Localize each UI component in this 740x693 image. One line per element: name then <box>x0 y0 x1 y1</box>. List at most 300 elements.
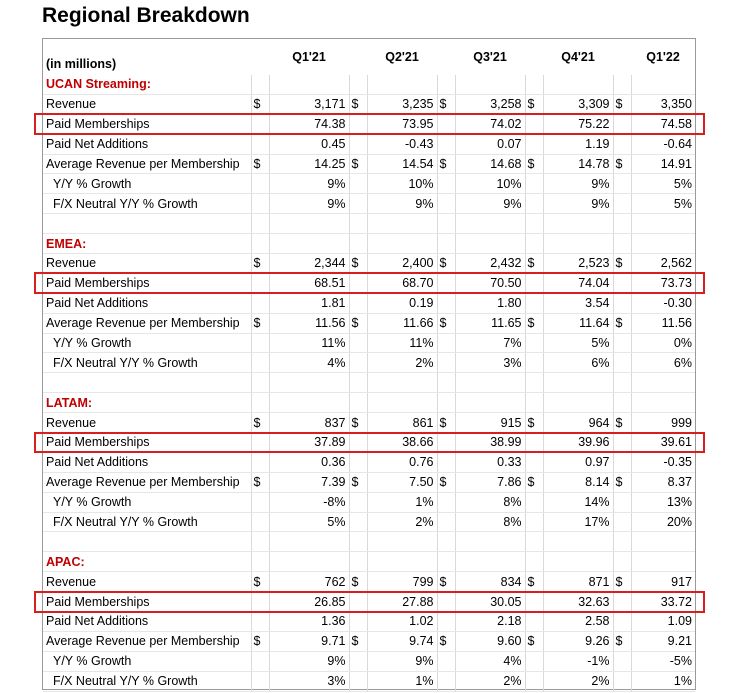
table-cell: 4% <box>269 353 349 373</box>
table-cell: 70.50 <box>455 273 525 293</box>
dollar-sign <box>349 612 367 632</box>
dollar-sign <box>251 492 269 512</box>
table-cell: 3,235 <box>367 94 437 114</box>
dollar-sign <box>613 194 631 214</box>
quarter-header: Q4'21 <box>561 50 595 64</box>
dollar-sign <box>613 492 631 512</box>
dollar-sign: $ <box>525 313 543 333</box>
table-cell: 8.37 <box>631 472 695 492</box>
table-cell: 1.09 <box>631 612 695 632</box>
table-cell: 37.89 <box>269 433 349 453</box>
section-header-row <box>43 75 695 94</box>
dollar-sign: $ <box>613 254 631 274</box>
table-cell: 0.36 <box>269 452 349 472</box>
table-cell: 17% <box>543 512 613 532</box>
dollar-sign <box>251 512 269 532</box>
dollar-sign <box>613 353 631 373</box>
table-cell: 38.66 <box>367 433 437 453</box>
row-label: Average Revenue per Membership <box>43 631 251 651</box>
table-cell: 0.45 <box>269 134 349 154</box>
dollar-sign: $ <box>525 94 543 114</box>
table-cell: 7.50 <box>367 472 437 492</box>
table-row <box>43 134 695 154</box>
table-row <box>43 592 695 612</box>
dollar-sign <box>437 512 455 532</box>
table-cell: 11.64 <box>543 313 613 333</box>
table-cell: 14.25 <box>269 154 349 174</box>
dollar-sign: $ <box>525 254 543 274</box>
spacer-row <box>43 214 695 234</box>
table-cell: 1.02 <box>367 612 437 632</box>
dollar-sign <box>349 273 367 293</box>
row-label: F/X Neutral Y/Y % Growth <box>43 353 251 373</box>
row-label: Y/Y % Growth <box>43 174 251 194</box>
dollar-sign <box>437 114 455 134</box>
row-label: Paid Net Additions <box>43 134 251 154</box>
table-cell: 14.54 <box>367 154 437 174</box>
table-cell: 11.66 <box>367 313 437 333</box>
dollar-sign <box>525 114 543 134</box>
table-row <box>43 671 695 691</box>
table-cell: 837 <box>269 413 349 433</box>
table-cell: 9% <box>269 174 349 194</box>
table-cell: 861 <box>367 413 437 433</box>
dollar-sign: $ <box>437 472 455 492</box>
table-cell: 39.96 <box>543 433 613 453</box>
table-cell: -0.35 <box>631 452 695 472</box>
dollar-sign <box>613 433 631 453</box>
dollar-sign <box>437 452 455 472</box>
dollar-sign: $ <box>349 572 367 592</box>
table-row <box>43 631 695 651</box>
dollar-sign <box>613 512 631 532</box>
dollar-sign: $ <box>613 631 631 651</box>
dollar-sign <box>437 333 455 353</box>
table-row <box>43 492 695 512</box>
row-label: F/X Neutral Y/Y % Growth <box>43 512 251 532</box>
table-cell: -5% <box>631 651 695 671</box>
table-cell: 3.54 <box>543 293 613 313</box>
table-cell: 5% <box>269 512 349 532</box>
dollar-sign <box>349 333 367 353</box>
dollar-sign: $ <box>437 631 455 651</box>
dollar-sign <box>437 671 455 691</box>
dollar-sign <box>525 194 543 214</box>
table-cell: 4% <box>455 651 525 671</box>
dollar-sign <box>525 273 543 293</box>
row-label: Paid Net Additions <box>43 452 251 472</box>
dollar-sign <box>251 174 269 194</box>
row-label: Average Revenue per Membership <box>43 313 251 333</box>
dollar-sign <box>613 273 631 293</box>
table-cell: 964 <box>543 413 613 433</box>
table-cell: 3% <box>269 671 349 691</box>
dollar-sign: $ <box>525 572 543 592</box>
dollar-sign: $ <box>437 413 455 433</box>
table-row <box>43 273 695 293</box>
dollar-sign <box>349 671 367 691</box>
dollar-sign <box>251 293 269 313</box>
dollar-sign <box>613 612 631 632</box>
dollar-sign <box>613 671 631 691</box>
dollar-sign <box>349 134 367 154</box>
dollar-sign: $ <box>349 154 367 174</box>
section-header-row <box>43 552 695 572</box>
dollar-sign: $ <box>251 94 269 114</box>
quarter-header: Q1'21 <box>292 50 326 64</box>
table-cell: 0.33 <box>455 452 525 472</box>
table-row <box>43 154 695 174</box>
table-cell: 9% <box>269 194 349 214</box>
table-cell: 2,400 <box>367 254 437 274</box>
table-cell: 8% <box>455 512 525 532</box>
table-cell: 2.18 <box>455 612 525 632</box>
table-cell: 27.88 <box>367 592 437 612</box>
dollar-sign <box>525 612 543 632</box>
table-cell: -8% <box>269 492 349 512</box>
dollar-sign <box>251 433 269 453</box>
dollar-sign <box>525 512 543 532</box>
table-cell: 915 <box>455 413 525 433</box>
dollar-sign <box>251 134 269 154</box>
table-cell: 26.85 <box>269 592 349 612</box>
dollar-sign <box>349 452 367 472</box>
table-cell: 11% <box>367 333 437 353</box>
table-cell: 14.78 <box>543 154 613 174</box>
table-cell: 30.05 <box>455 592 525 612</box>
table-cell: 5% <box>631 174 695 194</box>
table-cell: 9% <box>543 174 613 194</box>
dollar-sign: $ <box>349 631 367 651</box>
table-cell: 1% <box>631 671 695 691</box>
table-cell: 9.74 <box>367 631 437 651</box>
table-cell: 73.95 <box>367 114 437 134</box>
table-row <box>43 174 695 194</box>
dollar-sign <box>349 592 367 612</box>
dollar-sign <box>437 492 455 512</box>
table-cell: 2,344 <box>269 254 349 274</box>
table-cell: 9% <box>367 651 437 671</box>
dollar-sign <box>437 651 455 671</box>
row-label: Y/Y % Growth <box>43 492 251 512</box>
dollar-sign: $ <box>349 313 367 333</box>
quarter-header: Q1'22 <box>646 50 680 64</box>
row-label: F/X Neutral Y/Y % Growth <box>43 194 251 214</box>
dollar-sign <box>251 612 269 632</box>
header-row <box>43 39 695 75</box>
dollar-sign: $ <box>437 94 455 114</box>
dollar-sign <box>251 651 269 671</box>
page-title: Regional Breakdown <box>42 4 250 27</box>
dollar-sign <box>613 592 631 612</box>
dollar-sign <box>251 333 269 353</box>
table-row <box>43 572 695 592</box>
dollar-sign: $ <box>525 413 543 433</box>
table-row <box>43 433 695 453</box>
table-cell: 3,350 <box>631 94 695 114</box>
table-cell: 14.91 <box>631 154 695 174</box>
table-cell: 20% <box>631 512 695 532</box>
table-cell: 834 <box>455 572 525 592</box>
dollar-sign <box>349 353 367 373</box>
table-cell: 3,171 <box>269 94 349 114</box>
table-cell: 74.02 <box>455 114 525 134</box>
table-cell: 5% <box>543 333 613 353</box>
dollar-sign <box>437 174 455 194</box>
spacer-row <box>43 373 695 393</box>
dollar-sign <box>525 353 543 373</box>
table-row <box>43 254 695 274</box>
dollar-sign <box>525 492 543 512</box>
dollar-sign: $ <box>251 472 269 492</box>
dollar-sign: $ <box>525 472 543 492</box>
table-row <box>43 313 695 333</box>
dollar-sign <box>525 333 543 353</box>
dollar-sign <box>437 592 455 612</box>
dollar-sign <box>349 194 367 214</box>
dollar-sign: $ <box>613 313 631 333</box>
row-label: Average Revenue per Membership <box>43 472 251 492</box>
dollar-sign <box>525 651 543 671</box>
regional-breakdown-table <box>42 38 696 690</box>
dollar-sign <box>525 174 543 194</box>
dollar-sign <box>525 433 543 453</box>
dollar-sign <box>437 273 455 293</box>
dollar-sign <box>251 353 269 373</box>
dollar-sign <box>437 134 455 154</box>
dollar-sign <box>349 433 367 453</box>
row-label: Average Revenue per Membership <box>43 154 251 174</box>
table-row <box>43 353 695 373</box>
dollar-sign <box>525 452 543 472</box>
dollar-sign: $ <box>251 572 269 592</box>
row-label: Revenue <box>43 413 251 433</box>
table-cell: 2% <box>367 353 437 373</box>
table-cell: 74.38 <box>269 114 349 134</box>
dollar-sign <box>349 293 367 313</box>
table-row <box>43 472 695 492</box>
dollar-sign: $ <box>525 154 543 174</box>
dollar-sign <box>251 114 269 134</box>
row-label: Paid Net Additions <box>43 612 251 632</box>
table-cell: 2% <box>367 512 437 532</box>
table-cell: 33.72 <box>631 592 695 612</box>
table-cell: 9% <box>455 194 525 214</box>
table-cell: 2.58 <box>543 612 613 632</box>
table-cell: 8.14 <box>543 472 613 492</box>
dollar-sign <box>437 612 455 632</box>
table-cell: 74.58 <box>631 114 695 134</box>
table-cell: 762 <box>269 572 349 592</box>
dollar-sign: $ <box>613 472 631 492</box>
table-row <box>43 413 695 433</box>
dollar-sign <box>613 174 631 194</box>
table-cell: 2,562 <box>631 254 695 274</box>
dollar-sign: $ <box>525 631 543 651</box>
row-label: Y/Y % Growth <box>43 651 251 671</box>
table-cell: 2,523 <box>543 254 613 274</box>
dollar-sign: $ <box>437 313 455 333</box>
dollar-sign <box>613 293 631 313</box>
dollar-sign: $ <box>251 154 269 174</box>
table-cell: 3,309 <box>543 94 613 114</box>
table-cell: 1.80 <box>455 293 525 313</box>
table-row <box>43 512 695 532</box>
table-cell: 13% <box>631 492 695 512</box>
table-cell: 75.22 <box>543 114 613 134</box>
quarter-header: Q2'21 <box>385 50 419 64</box>
table-cell: -0.43 <box>367 134 437 154</box>
dollar-sign <box>613 333 631 353</box>
section-title: APAC: <box>43 552 251 572</box>
dollar-sign <box>251 452 269 472</box>
table-cell: 9.21 <box>631 631 695 651</box>
dollar-sign <box>251 273 269 293</box>
table-cell: 6% <box>631 353 695 373</box>
dollar-sign <box>251 592 269 612</box>
dollar-sign: $ <box>437 254 455 274</box>
dollar-sign: $ <box>251 631 269 651</box>
table-cell: 68.70 <box>367 273 437 293</box>
dollar-sign: $ <box>349 254 367 274</box>
table-cell: 9.26 <box>543 631 613 651</box>
section-title: LATAM: <box>43 393 251 413</box>
dollar-sign <box>437 194 455 214</box>
dollar-sign <box>349 651 367 671</box>
table-row <box>43 293 695 313</box>
table-cell: 0.97 <box>543 452 613 472</box>
table-cell: 1% <box>367 492 437 512</box>
table-cell: 68.51 <box>269 273 349 293</box>
table-cell: 5% <box>631 194 695 214</box>
dollar-sign <box>349 114 367 134</box>
section-header-row <box>43 234 695 254</box>
dollar-sign: $ <box>251 413 269 433</box>
table-cell: 14.68 <box>455 154 525 174</box>
dollar-sign: $ <box>251 254 269 274</box>
table-cell: 2% <box>543 671 613 691</box>
table-cell: 11.56 <box>631 313 695 333</box>
row-label: Paid Memberships <box>43 273 251 293</box>
table-cell: 871 <box>543 572 613 592</box>
dollar-sign <box>437 433 455 453</box>
table-cell: 11.65 <box>455 313 525 333</box>
table-cell: 32.63 <box>543 592 613 612</box>
row-label: Paid Memberships <box>43 433 251 453</box>
table-cell: 3,258 <box>455 94 525 114</box>
table-cell: 0.19 <box>367 293 437 313</box>
dollar-sign <box>613 134 631 154</box>
row-label: F/X Neutral Y/Y % Growth <box>43 671 251 691</box>
dollar-sign: $ <box>251 313 269 333</box>
table-cell: 9.71 <box>269 631 349 651</box>
table-cell: -0.64 <box>631 134 695 154</box>
table-cell: 0% <box>631 333 695 353</box>
table-cell: 9% <box>269 651 349 671</box>
table-cell: 799 <box>367 572 437 592</box>
section-header-row <box>43 393 695 413</box>
dollar-sign: $ <box>437 572 455 592</box>
table-cell: 10% <box>455 174 525 194</box>
table-cell: 14% <box>543 492 613 512</box>
dollar-sign <box>525 671 543 691</box>
table-cell: 0.76 <box>367 452 437 472</box>
row-label: Paid Memberships <box>43 114 251 134</box>
dollar-sign: $ <box>437 154 455 174</box>
dollar-sign <box>525 293 543 313</box>
dollar-sign: $ <box>349 94 367 114</box>
table-cell: 8% <box>455 492 525 512</box>
table-cell: 1.81 <box>269 293 349 313</box>
table-row <box>43 612 695 632</box>
section-title: UCAN Streaming: <box>43 75 251 94</box>
table-row <box>43 114 695 134</box>
table-cell: 1.19 <box>543 134 613 154</box>
dollar-sign: $ <box>349 472 367 492</box>
table-cell: 0.07 <box>455 134 525 154</box>
table-cell: 73.73 <box>631 273 695 293</box>
row-label: Revenue <box>43 572 251 592</box>
row-label: Revenue <box>43 94 251 114</box>
row-label: Y/Y % Growth <box>43 333 251 353</box>
dollar-sign <box>613 651 631 671</box>
table-cell: 39.61 <box>631 433 695 453</box>
dollar-sign: $ <box>613 572 631 592</box>
table-cell: -0.30 <box>631 293 695 313</box>
table-cell: 9% <box>367 194 437 214</box>
dollar-sign <box>613 452 631 472</box>
table-cell: 6% <box>543 353 613 373</box>
table-cell: 1.36 <box>269 612 349 632</box>
table-row <box>43 333 695 353</box>
table-row <box>43 194 695 214</box>
table-cell: 7% <box>455 333 525 353</box>
table-cell: 38.99 <box>455 433 525 453</box>
table-cell: 9% <box>543 194 613 214</box>
table-cell: 917 <box>631 572 695 592</box>
section-title: EMEA: <box>43 234 251 254</box>
dollar-sign <box>437 293 455 313</box>
dollar-sign <box>525 592 543 612</box>
table-cell: 3% <box>455 353 525 373</box>
dollar-sign <box>349 512 367 532</box>
table-cell: 7.39 <box>269 472 349 492</box>
dollar-sign: $ <box>613 154 631 174</box>
dollar-sign <box>251 671 269 691</box>
dollar-sign: $ <box>613 94 631 114</box>
table-cell: 74.04 <box>543 273 613 293</box>
spacer-row <box>43 532 695 552</box>
table-cell: 7.86 <box>455 472 525 492</box>
dollar-sign <box>251 194 269 214</box>
row-label: Paid Net Additions <box>43 293 251 313</box>
table-cell: 2% <box>455 671 525 691</box>
dollar-sign <box>349 492 367 512</box>
table-cell: -1% <box>543 651 613 671</box>
dollar-sign <box>525 134 543 154</box>
quarter-header: Q3'21 <box>473 50 507 64</box>
table-cell: 1% <box>367 671 437 691</box>
table-row <box>43 651 695 671</box>
table-cell: 11% <box>269 333 349 353</box>
units-label: (in millions) <box>46 57 117 71</box>
dollar-sign: $ <box>613 413 631 433</box>
row-label: Paid Memberships <box>43 592 251 612</box>
table-cell: 999 <box>631 413 695 433</box>
table-cell: 2,432 <box>455 254 525 274</box>
dollar-sign <box>437 353 455 373</box>
dollar-sign <box>349 174 367 194</box>
